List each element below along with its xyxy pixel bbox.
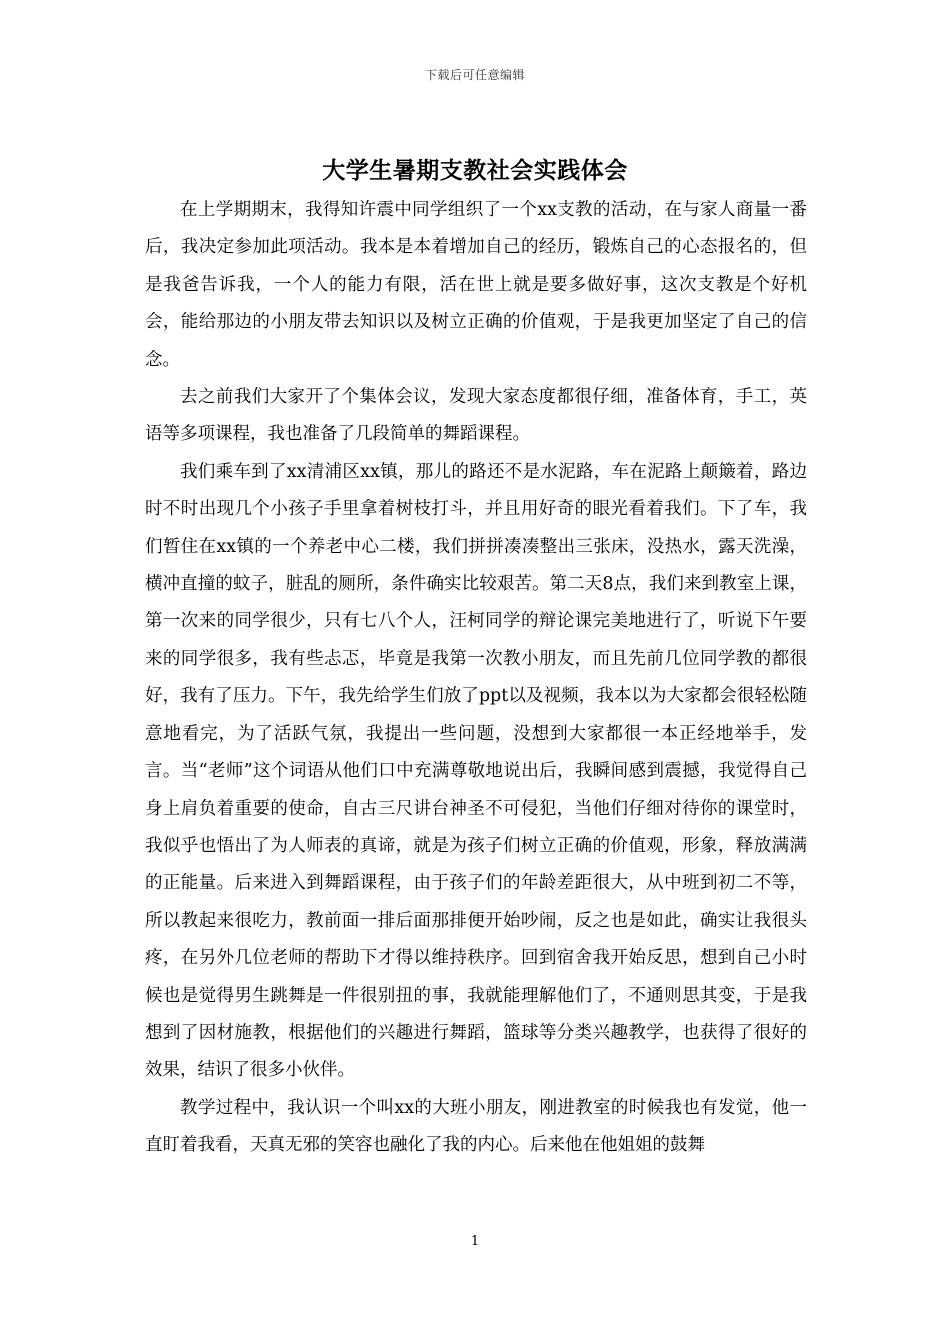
- document-title: 大学生暑期支教社会实践体会: [322, 157, 628, 184]
- paragraph: 教学过程中，我认识一个叫xx的大班小朋友，刚进教室的时候我也有发觉，他一直盯着我看，天真无邪的笑容也融化了我的内心。后来他在他姐姐的鼓舞: [145, 1097, 807, 1156]
- header-note: 下载后可任意编辑: [424, 68, 525, 82]
- page-number: 1: [470, 1234, 480, 1249]
- paragraph: 在上学期期末，我得知许震中同学组织了一个xx支教的活动，在与家人商量一番后，我决定参加此项活动。我本是本着增加自己的经历，锻炼自己的心态报名的，但是我爸告诉我，一个人的能力有限，活在世上就是要多做好事，这次支教是个好机会，能给那边的小朋友带去知识以及树立正确的价值观，于是我更加坚定了自己的信念。: [145, 200, 807, 370]
- paragraph: 去之前我们大家开了个集体会议，发现大家态度都很仔细，准备体育，手工，英语等多项课程，我也准备了几段简单的舞蹈课程。: [145, 387, 807, 445]
- paragraph: 我们乘车到了xx清浦区xx镇，那儿的路还不是水泥路，车在泥路上颠簸着，路边时不时出现几个小孩子手里拿着树枝打斗，并且用好奇的眼光看着我们。下了车，我们暂住在xx镇的一个养老中心二楼，我们拼拼凑凑整出三张床，没热水，露天洗澡，横冲直撞的蚊子，脏乱的厕所，条件确实比较艰苦。第二天8点，我们来到教室上课，第一次来的同学很少，只有七八个人，汪柯同学的辩论课完美地进行了，听说下午要来的同学很多，我有些忐忑，毕竟是我第一次教小朋友，而且先前几位同学教的都很好，我有了压力。下午，我先给学生们放了ppt以及视频，我本以为大家都会很轻松随意地看完，为了活跃气氛，我提出一些问题，没想到大家都很一本正经地举手，发言。当“老师”这个词语从他们口中充满尊敬地说出后，我瞬间感到震撼，我觉得自己身上肩负着重要的使命，自古三尺讲台神圣不可侵犯，当他们仔细对待你的课堂时，我似乎也悟出了为人师表的真谛，就是为孩子们树立正确的价值观，形象，释放满满的正能量。后来进入到舞蹈课程，由于孩子们的年龄差距很大，从中班到初二不等，所以教起来很吃力，教前面一排后面那排便开始吵闹，反之也是如此，确实让我很头疼，在另外几位老师的帮助下才得以维持秩序。回到宿舍我开始反思，想到自己小时候也是觉得男生跳舞是一件很别扭的事，我就能理解他们了，不通则思其变，于是我想到了因材施教，根据他们的兴趣进行舞蹈，篮球等分类兴趣教学，也获得了很好的效果，结识了很多小伙伴。: [145, 461, 807, 1081]
- document-body: [145, 192, 807, 1165]
